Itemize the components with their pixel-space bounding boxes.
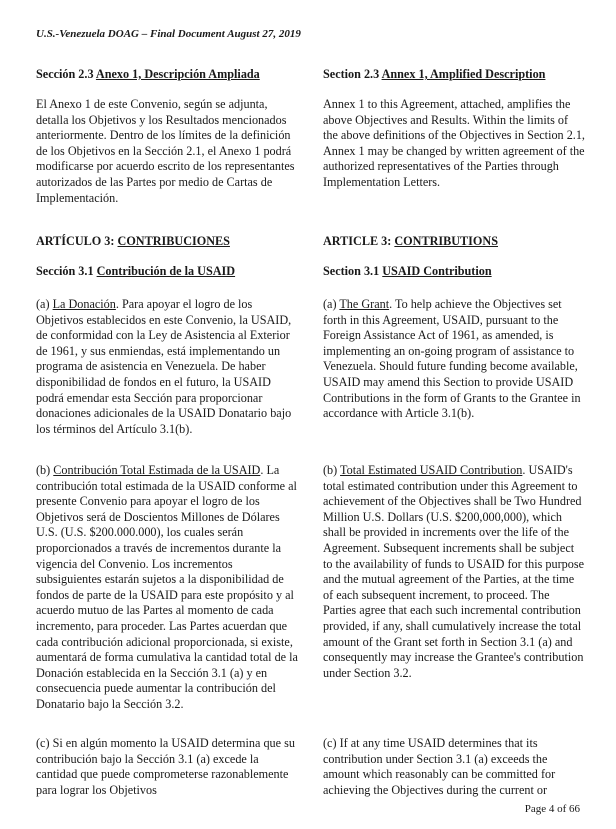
paragraph-c-es: (c) Si en algún momento la USAID determina que su contribución bajo la Sección 3.1 (a) excede la cantidad que puede comprometerse razonablemente para lograr los Objetivos bbox=[36, 736, 295, 797]
article-3-heading-es: ARTÍCULO 3: CONTRIBUCIONES bbox=[36, 234, 230, 248]
paragraph-c-en: (c) If at any time USAID determines that its contribution under Section 3.1 (a) exceeds the amount which reasonably can be committed for achieving the Objectives during the current or bbox=[323, 736, 556, 797]
paragraph-b-es: (b) Contribución Total Estimada de la USAID. La contribución total estimada de la USAID conforme al presente Convenio para apoyar el logro de los Objetivos será de Doscientos Millones de Dólares U.S. (U.S. $200.000.000), los cuales serán proporcionados a través de incrementos durante la vigencia del Convenio. Los incrementos subsiguientes estarán sujetos a la disponibilidad de fondos de parte de la USAID para este propósito y al acuerdo mutuo de las Partes al momento de cada incremento, para proceder. Las Partes acuerdan que cada contribución adicional proporcionada, si existe, aumentará de forma cumulativa la cantidad total de la Donación establecida en la Sección 3.1 (a) y en consecuencia puede aumentar la contribución del Donatario bajo la Sección 3.2. bbox=[36, 463, 298, 711]
section-3-1-heading-es: Sección 3.1 Contribución de la USAID bbox=[36, 264, 236, 278]
section-2-3-body-en: Annex 1 to this Agreement, attached, amplifies the above Objectives and Results. Within the limits of the above definitions of the Objectives in Section 2.1, Annex 1 may be changed by written agreement of the authorized representatives of the Parties through Implementation Letters. bbox=[323, 97, 585, 189]
paragraph-b-en: (b) Total Estimated USAID Contribution. USAID's total estimated contribution under this Agreement to achievement of the Objectives shall be Two Hundred Million U.S. Dollars (U.S. $200,000,000), which shall be provided in increments over the life of the Agreement. Subsequent increments shall be subject to the availability of funds to USAID for this purpose and the mutual agreement of the Parties, at the time of each subsequent increment, to proceed. The Parties agree that each such incremental contribution provided, if any, shall cumulatively increase the total amount of the Grant set forth in Section 3.1 (a) and consequently may increase the Grantee's contribution under Section 3.2. bbox=[323, 463, 584, 680]
page-number: Page 4 of 66 bbox=[524, 803, 580, 815]
section-2-3-heading-es: Sección 2.3 Anexo 1, Descripción Ampliada bbox=[36, 67, 260, 81]
section-3-1-heading-en: Section 3.1 USAID Contribution bbox=[323, 264, 492, 278]
paragraph-a-en: (a) The Grant. To help achieve the Objectives set forth in this Agreement, USAID, pursuant to the Foreign Assistance Act of 1961, as amended, is implementing an on-going program of assistance to Venezuela. Should future funding become available, USAID may amend this Section to provide USAID Contributions in the form of Grants to the Grantee in accordance with Article 3.1(b). bbox=[323, 297, 581, 421]
paragraph-a-es: (a) La Donación. Para apoyar el logro de los Objetivos establecidos en este Convenio, la USAID, de conformidad con la Ley de Asistencia al Exterior de 1961, y sus enmiendas, está implementando un programa de asistencia en Venezuela. De haber disponibilidad de fondos en el futuro, la USAID podrá emendar esta Sección para proporcionar donaciones adicionales de la USAID Donatario bajo los términos del Artículo 3.1(b). bbox=[36, 297, 292, 436]
document-header: U.S.-Venezuela DOAG – Final Document August 27, 2019 bbox=[36, 28, 301, 40]
section-2-3-body-es: El Anexo 1 de este Convenio, según se adjunta, detalla los Objetivos y los Resultados mencionados anteriormente. Dentro de los límites de la definición de los Objetivos en la Sección 2.1, el Anexo 1 podrá modificarse por acuerdo escrito de los representantes autorizados de las Partes por medio de Cartas de Implementación. bbox=[36, 97, 295, 205]
section-2-3-heading-en: Section 2.3 Annex 1, Amplified Description bbox=[323, 67, 546, 81]
article-3-heading-en: ARTICLE 3: CONTRIBUTIONS bbox=[323, 234, 498, 248]
